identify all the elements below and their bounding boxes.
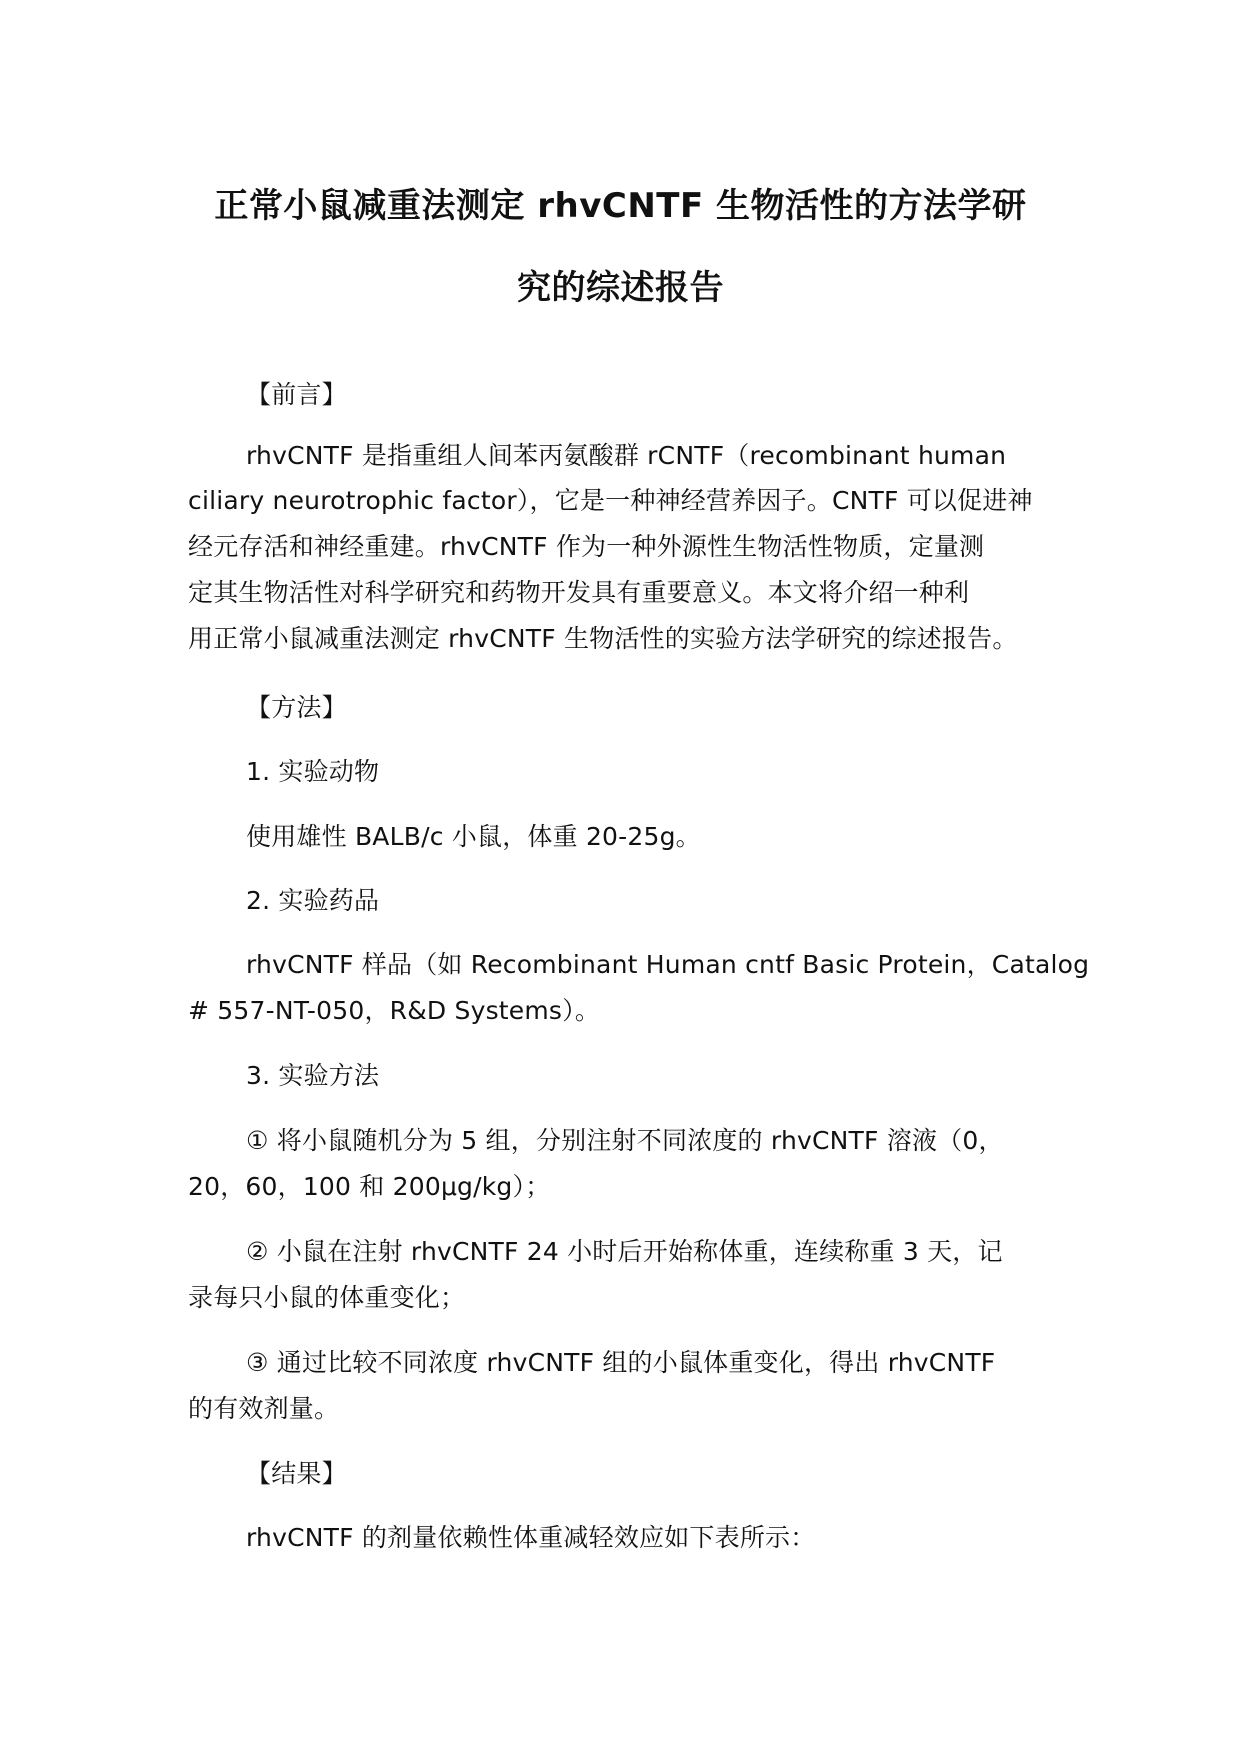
preface-line-4: 定其生物活性对科学研究和药物开发具有重要意义。本文将介绍一种利: [188, 578, 970, 607]
procedure-step-1-line-2: 20，60，100 和 200μg/kg）；: [188, 1172, 551, 1201]
procedure-step-2-line-2: 录每只小鼠的体重变化；: [188, 1283, 466, 1312]
methods-reagents-line-1: rhvCNTF 样品（如 Recombinant Human cntf Basic Protein，Catalog: [246, 950, 1090, 979]
section-heading-methods: 【方法】: [246, 693, 347, 722]
document-title-line-2: 究的综述报告: [517, 268, 724, 308]
preface-line-3: 经元存活和神经重建。rhvCNTF 作为一种外源性生物活性物质，定量测: [188, 532, 985, 561]
procedure-step-3-line-1: ③ 通过比较不同浓度 rhvCNTF 组的小鼠体重变化，得出 rhvCNTF: [246, 1348, 996, 1377]
methods-reagents-line-2: # 557-NT-050，R&D Systems）。: [188, 996, 601, 1025]
methods-heading-animals: 1. 实验动物: [246, 757, 380, 786]
procedure-step-2-line-1: ② 小鼠在注射 rhvCNTF 24 小时后开始称体重，连续称重 3 天，记: [246, 1237, 1003, 1266]
section-heading-results: 【结果】: [246, 1459, 347, 1488]
procedure-step-3-line-2: 的有效剂量。: [188, 1394, 340, 1423]
methods-heading-reagents: 2. 实验药品: [246, 886, 380, 915]
procedure-step-1-line-1: ① 将小鼠随机分为 5 组，分别注射不同浓度的 rhvCNTF 溶液（0，: [246, 1126, 1004, 1155]
results-text: rhvCNTF 的剂量依赖性体重减轻效应如下表所示：: [246, 1523, 816, 1552]
methods-heading-procedure: 3. 实验方法: [246, 1061, 380, 1090]
section-heading-preface: 【前言】: [246, 380, 347, 409]
preface-line-5: 用正常小鼠减重法测定 rhvCNTF 生物活性的实验方法学研究的综述报告。: [188, 624, 1018, 653]
preface-line-1: rhvCNTF 是指重组人间苯丙氨酸群 rCNTF（recombinant human: [246, 441, 1007, 470]
preface-line-2: ciliary neurotrophic factor），它是一种神经营养因子。CNTF 可以促进神: [188, 486, 1033, 515]
methods-animals-text: 使用雄性 BALB/c 小鼠，体重 20-25g。: [246, 822, 701, 851]
document-title-line-1: 正常小鼠减重法测定 rhvCNTF 生物活性的方法学研: [214, 186, 1027, 226]
